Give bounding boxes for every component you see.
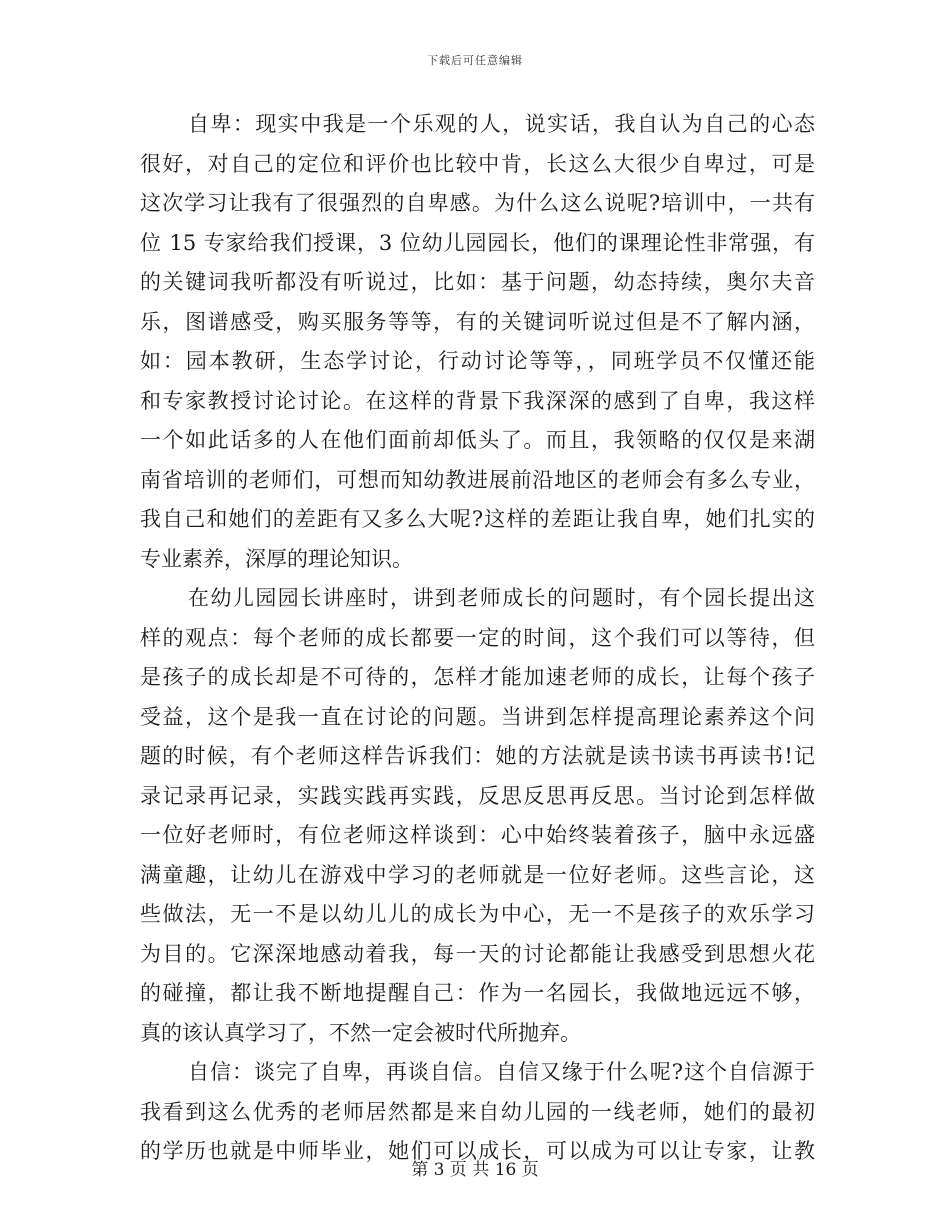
text-line: 题的时候，有个老师这样告诉我们：她的方法就是读书读书再读书!记 (140, 744, 815, 768)
paragraph-principal-lecture (140, 579, 815, 1053)
text-line: 真的该认真学习了，不然一定会被时代所抛弃。 (140, 1020, 581, 1045)
paragraph-self-doubt (140, 105, 815, 579)
text-line: 样的观点：每个老师的成长都要一定的时间，这个我们可以等待，但 (140, 625, 815, 650)
text-line: 的学历也就是中师毕业，她们可以成长，可以成为可以让专家，让教 (140, 1139, 815, 1163)
text-line: 乐，图谱感受，购买服务等等，有的关键词听说过但是不了解内涵， (140, 309, 815, 334)
paragraph-self-confidence (140, 1053, 815, 1172)
text-line: 南省培训的老师们，可想而知幼教进展前沿地区的老师会有多么专业， (140, 467, 815, 492)
text-line: 一个如此话多的人在他们面前却低头了。而且，我领略的仅仅是来湖 (140, 428, 815, 452)
text-line: 受益，这个是我一直在讨论的问题。当讲到怎样提高理论素养这个问 (140, 704, 815, 729)
text-line: 在幼儿园园长讲座时，讲到老师成长的问题时，有个园长提出这 (188, 586, 815, 610)
document-body (140, 105, 815, 1172)
text-line: 位 15 专家给我们授课，3 位幼儿园园长，他们的课理论性非常强，有 (140, 230, 815, 255)
text-line: 和专家教授讨论讨论。在这样的背景下我深深的感到了自卑，我这样 (140, 388, 815, 413)
text-line: 这次学习让我有了很强烈的自卑感。为什么这么说呢?培训中，一共有 (140, 191, 815, 215)
text-line: 专业素养，深厚的理论知识。 (140, 546, 413, 571)
text-line: 一位好老师时，有位老师这样谈到：心中始终装着孩子，脑中永远盛 (140, 823, 815, 847)
text-line: 自信：谈完了自卑，再谈自信。自信又缘于什么呢?这个自信源于 (188, 1060, 815, 1084)
text-line: 自卑：现实中我是一个乐观的人，说实话，我自认为自己的心态 (188, 112, 815, 136)
text-line: 很好，对自己的定位和评价也比较中肯，长这么大很少自卑过，可是 (140, 151, 815, 176)
text-line: 是孩子的成长却是不可待的，怎样才能加速老师的成长，让每个孩子 (140, 665, 815, 689)
page-number-footer: 第 3 页 共 16 页 (411, 1160, 539, 1180)
text-line: 我自己和她们的差距有又多么大呢?这样的差距让我自卑，她们扎实的 (140, 507, 815, 531)
text-line: 如：园本教研，生态学讨论，行动讨论等等，，同班学员不仅懂还能 (140, 349, 815, 373)
text-line: 录记录再记录，实践实践再实践，反思反思再反思。当讨论到怎样做 (140, 783, 815, 808)
text-line: 的碰撞，都让我不断地提醒自己：作为一名园长，我做地远远不够， (140, 981, 815, 1005)
text-line: 我看到这么优秀的老师居然都是来自幼儿园的一线老师，她们的最初 (140, 1099, 815, 1124)
text-line: 些做法，无一不是以幼儿儿的成长为中心，无一不是孩子的欢乐学习 (140, 902, 815, 926)
page-header: 下载后可任意编辑 (427, 54, 523, 67)
text-line: 的关键词我听都没有听说过，比如：基于问题，幼态持续，奥尔夫音 (140, 270, 815, 294)
text-line: 为目的。它深深地感动着我，每一天的讨论都能让我感受到思想火花 (140, 941, 815, 966)
text-line: 满童趣，让幼儿在游戏中学习的老师就是一位好老师。这些言论，这 (140, 862, 815, 887)
